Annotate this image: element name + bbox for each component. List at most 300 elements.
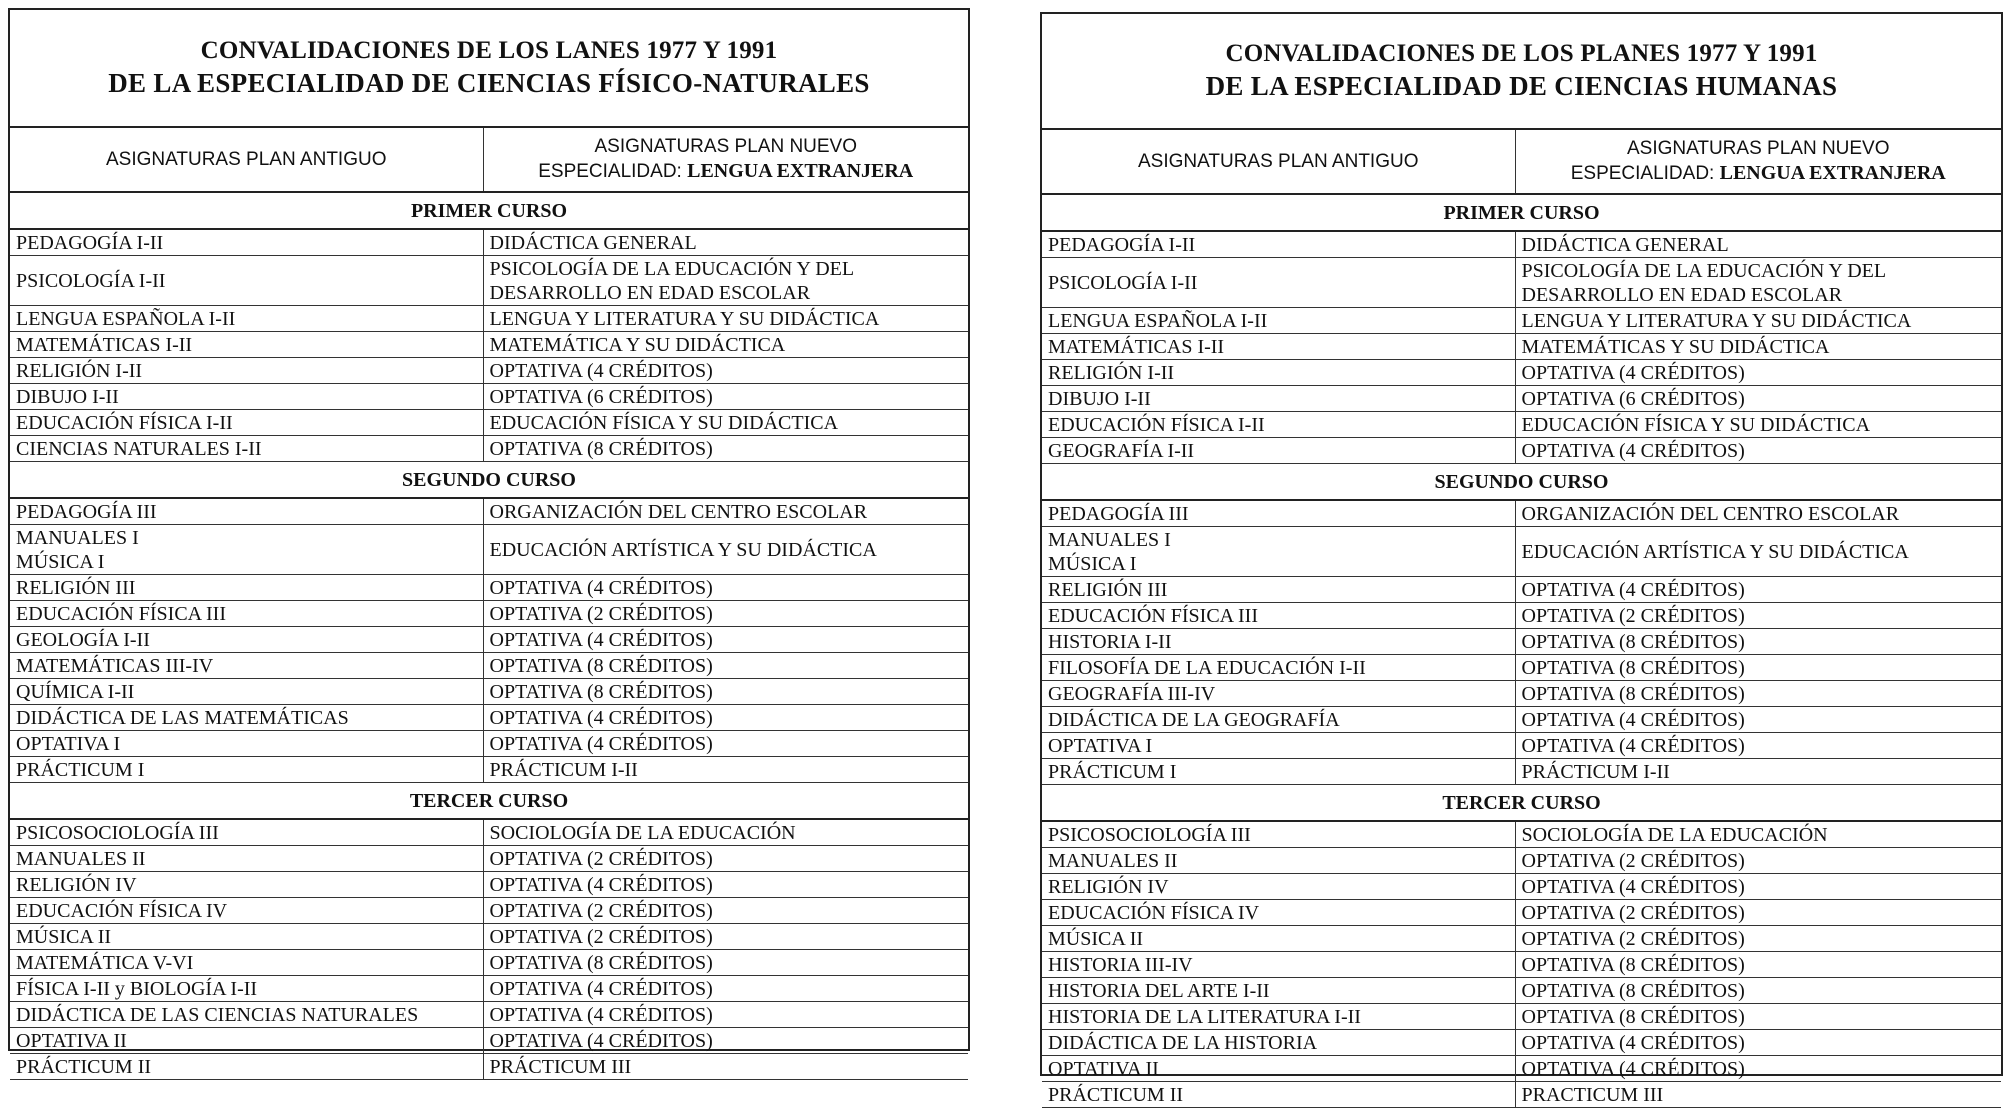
title-line-1: CONVALIDACIONES DE LOS LANES 1977 Y 1991 [200, 37, 778, 64]
new-subject-cell [1515, 655, 2001, 681]
old-subject-cell [10, 358, 483, 384]
new-subject-line: OPTATIVA (2 CRÉDITOS) [1521, 901, 1745, 924]
table-row [10, 924, 968, 950]
old-subject-line: DIBUJO I-II [1048, 387, 1151, 410]
old-subject-cell [10, 846, 483, 872]
new-subject-line: PSICOLOGÍA DE LA EDUCACIÓN Y DEL [1521, 259, 1887, 282]
new-subject-line: OPTATIVA (4 CRÉDITOS) [1521, 1031, 1745, 1054]
old-subject-line: EDUCACIÓN FÍSICA III [1048, 604, 1258, 627]
old-subject-cell [1042, 412, 1515, 438]
old-subject-line: EDUCACIÓN FÍSICA I-II [1048, 413, 1265, 436]
old-subject-line: GEOGRAFÍA III-IV [1048, 682, 1216, 705]
new-subject-cell [483, 410, 968, 436]
table-row [1042, 334, 2001, 360]
table-row [1042, 874, 2001, 900]
old-subject-cell [10, 1002, 483, 1028]
new-subject-line: OPTATIVA (4 CRÉDITOS) [489, 628, 713, 651]
new-subject-line: OPTATIVA (4 CRÉDITOS) [489, 576, 713, 599]
old-subject-cell [10, 757, 483, 783]
old-subject-cell [1042, 821, 1515, 848]
panel-fisico-naturales [8, 8, 970, 1078]
new-subject-line: OPTATIVA (4 CRÉDITOS) [1521, 1057, 1745, 1080]
table-row [10, 1028, 968, 1054]
old-subject-cell [10, 1054, 483, 1080]
table-row [1042, 733, 2001, 759]
new-subject-cell [1515, 707, 2001, 733]
table-row [10, 950, 968, 976]
old-subject-line: OPTATIVA I [1048, 734, 1153, 757]
old-subject-cell [1042, 900, 1515, 926]
new-subject-line: OPTATIVA (6 CRÉDITOS) [489, 385, 713, 408]
old-subject-line: RELIGIÓN I-II [1048, 361, 1175, 384]
new-subject-line: OPTATIVA (8 CRÉDITOS) [1521, 953, 1745, 976]
old-subject-cell [10, 525, 483, 575]
new-subject-cell [483, 332, 968, 358]
section-header-row [10, 462, 968, 499]
new-subject-line: OPTATIVA (2 CRÉDITOS) [489, 899, 713, 922]
column-header-new-line1: ASIGNATURAS PLAN NUEVO [594, 136, 858, 157]
old-subject-cell [10, 898, 483, 924]
new-subject-cell [483, 525, 968, 575]
new-subject-cell [1515, 759, 2001, 785]
old-subject-cell [1042, 603, 1515, 629]
old-subject-line: HISTORIA I-II [1048, 630, 1172, 653]
old-subject-line: MANUALES I [1048, 528, 1171, 551]
old-subject-cell [10, 498, 483, 525]
table-row [1042, 655, 2001, 681]
old-subject-cell [1042, 681, 1515, 707]
old-subject-line: PEDAGOGÍA I-II [16, 231, 164, 254]
section-header-row [10, 192, 968, 229]
new-subject-cell [1515, 1004, 2001, 1030]
old-subject-line: MATEMÁTICAS I-II [16, 333, 193, 356]
table-row [10, 819, 968, 846]
table-row [1042, 308, 2001, 334]
old-subject-cell [10, 653, 483, 679]
new-subject-cell [1515, 1082, 2001, 1108]
new-subject-cell [483, 229, 968, 256]
table-row [1042, 360, 2001, 386]
new-subject-cell [1515, 577, 2001, 603]
new-subject-line: OPTATIVA (4 CRÉDITOS) [489, 1029, 713, 1052]
specialty-prefix: ESPECIALIDAD: [538, 161, 688, 182]
table-row [1042, 258, 2001, 308]
old-subject-line: EDUCACIÓN FÍSICA IV [1048, 901, 1260, 924]
old-subject-cell [1042, 1030, 1515, 1056]
new-subject-line: OPTATIVA (6 CRÉDITOS) [1521, 387, 1745, 410]
table-row [1042, 1004, 2001, 1030]
old-subject-line: MÚSICA I [16, 550, 105, 573]
new-subject-cell [483, 819, 968, 846]
old-subject-cell [1042, 926, 1515, 952]
table-row [10, 256, 968, 306]
table-row [1042, 438, 2001, 464]
old-subject-line: PSICOLOGÍA I-II [16, 269, 166, 292]
table-row [10, 358, 968, 384]
new-subject-line: OPTATIVA (2 CRÉDITOS) [1521, 604, 1745, 627]
new-subject-line: OPTATIVA (8 CRÉDITOS) [1521, 979, 1745, 1002]
old-subject-cell [1042, 874, 1515, 900]
old-subject-cell [10, 627, 483, 653]
column-header-new-line1: ASIGNATURAS PLAN NUEVO [1626, 138, 1890, 159]
old-subject-line: OPTATIVA II [16, 1029, 127, 1052]
new-subject-cell [483, 976, 968, 1002]
new-subject-line: OPTATIVA (8 CRÉDITOS) [1521, 1005, 1745, 1028]
table-row [10, 872, 968, 898]
old-subject-cell [10, 229, 483, 256]
new-subject-line: OPTATIVA (8 CRÉDITOS) [489, 680, 713, 703]
panel-ciencias-humanas [1040, 12, 2003, 1106]
old-subject-line: PEDAGOGÍA III [16, 500, 157, 523]
table-row [10, 1002, 968, 1028]
old-subject-cell [1042, 629, 1515, 655]
old-subject-line: HISTORIA DEL ARTE I-II [1048, 979, 1270, 1002]
table-row [10, 705, 968, 731]
new-subject-line: PRÁCTICUM I-II [1521, 760, 1670, 783]
table-row [10, 384, 968, 410]
old-subject-line: MANUALES I [16, 526, 139, 549]
new-subject-cell [483, 705, 968, 731]
old-subject-line: GEOLOGÍA I-II [16, 628, 150, 651]
old-subject-cell [10, 950, 483, 976]
old-subject-cell [1042, 258, 1515, 308]
new-subject-line: EDUCACIÓN FÍSICA Y SU DIDÁCTICA [1521, 413, 1871, 436]
old-subject-cell [1042, 733, 1515, 759]
table-row [1042, 500, 2001, 527]
table-row [1042, 1056, 2001, 1082]
old-subject-line: DIDÁCTICA DE LA GEOGRAFÍA [1048, 708, 1340, 731]
table-row [1042, 603, 2001, 629]
old-subject-cell [1042, 1082, 1515, 1108]
table-row [10, 498, 968, 525]
new-subject-cell [483, 1054, 968, 1080]
specialty-name: LENGUA EXTRANJERA [687, 160, 914, 182]
new-subject-line: OPTATIVA (4 CRÉDITOS) [1521, 875, 1745, 898]
old-subject-line: MATEMÁTICAS III-IV [16, 654, 214, 677]
new-subject-line: LENGUA Y LITERATURA Y SU DIDÁCTICA [489, 307, 880, 330]
table-row [10, 410, 968, 436]
new-subject-line: OPTATIVA (8 CRÉDITOS) [1521, 682, 1745, 705]
section-title: PRIMER CURSO [1042, 194, 2001, 231]
new-subject-cell [1515, 500, 2001, 527]
new-subject-cell [483, 358, 968, 384]
old-subject-cell [1042, 848, 1515, 874]
old-subject-cell [10, 436, 483, 462]
new-subject-line: OPTATIVA (4 CRÉDITOS) [489, 873, 713, 896]
new-subject-cell [483, 757, 968, 783]
table-row [10, 653, 968, 679]
new-subject-line: OPTATIVA (2 CRÉDITOS) [489, 925, 713, 948]
old-subject-cell [10, 575, 483, 601]
new-subject-cell [1515, 412, 2001, 438]
new-subject-line: OPTATIVA (8 CRÉDITOS) [1521, 630, 1745, 653]
old-subject-line: PRÁCTICUM II [16, 1055, 152, 1078]
table-row [1042, 848, 2001, 874]
column-header-new-line2 [490, 159, 963, 184]
table-row [1042, 231, 2001, 258]
new-subject-cell [1515, 231, 2001, 258]
old-subject-cell [10, 872, 483, 898]
new-subject-line: MATEMÁTICA Y SU DIDÁCTICA [489, 333, 786, 356]
specialty-name: LENGUA EXTRANJERA [1719, 162, 1946, 184]
new-subject-line: SOCIOLOGÍA DE LA EDUCACIÓN [489, 821, 796, 844]
new-subject-line: OPTATIVA (2 CRÉDITOS) [489, 602, 713, 625]
table-row [10, 757, 968, 783]
new-subject-line: OPTATIVA (8 CRÉDITOS) [1521, 656, 1745, 679]
panel-title [1042, 14, 2001, 130]
table-row [1042, 821, 2001, 848]
old-subject-line: DIDÁCTICA DE LAS CIENCIAS NATURALES [16, 1003, 419, 1026]
new-subject-line: ORGANIZACIÓN DEL CENTRO ESCOLAR [489, 500, 868, 523]
new-subject-line: EDUCACIÓN ARTÍSTICA Y SU DIDÁCTICA [489, 538, 877, 561]
old-subject-line: PSICOLOGÍA I-II [1048, 271, 1198, 294]
old-subject-line: MÚSICA I [1048, 552, 1137, 575]
old-subject-line: MÚSICA II [16, 925, 112, 948]
table-row [10, 627, 968, 653]
new-subject-cell [1515, 821, 2001, 848]
new-subject-line: OPTATIVA (8 CRÉDITOS) [489, 654, 713, 677]
section-header-row [1042, 194, 2001, 231]
old-subject-line: RELIGIÓN IV [16, 873, 137, 896]
table-row [1042, 900, 2001, 926]
new-subject-cell [483, 872, 968, 898]
old-subject-line: OPTATIVA I [16, 732, 121, 755]
column-header-new-line2 [1522, 161, 1996, 186]
table-row [1042, 952, 2001, 978]
old-subject-cell [1042, 952, 1515, 978]
old-subject-cell [1042, 978, 1515, 1004]
new-subject-cell [483, 436, 968, 462]
old-subject-cell [1042, 231, 1515, 258]
table-row [1042, 527, 2001, 577]
table-row [1042, 629, 2001, 655]
old-subject-line: QUÍMICA I-II [16, 680, 135, 703]
new-subject-cell [483, 679, 968, 705]
specialty-prefix: ESPECIALIDAD: [1570, 163, 1720, 184]
old-subject-line: CIENCIAS NATURALES I-II [16, 437, 262, 460]
old-subject-line: RELIGIÓN IV [1048, 875, 1169, 898]
table-row [1042, 1030, 2001, 1056]
new-subject-line: PSICOLOGÍA DE LA EDUCACIÓN Y DEL [489, 257, 855, 280]
table-row [10, 601, 968, 627]
old-subject-line: RELIGIÓN III [1048, 578, 1168, 601]
old-subject-cell [10, 332, 483, 358]
new-subject-line: OPTATIVA (8 CRÉDITOS) [489, 437, 713, 460]
old-subject-cell [1042, 360, 1515, 386]
new-subject-cell [1515, 629, 2001, 655]
column-header-row [1042, 130, 2001, 194]
table-row [10, 306, 968, 332]
old-subject-cell [1042, 1056, 1515, 1082]
table-row [1042, 926, 2001, 952]
new-subject-cell [1515, 978, 2001, 1004]
old-subject-cell [1042, 527, 1515, 577]
new-subject-cell [483, 731, 968, 757]
section-header-row [10, 783, 968, 820]
new-subject-cell [483, 924, 968, 950]
old-subject-line: EDUCACIÓN FÍSICA III [16, 602, 226, 625]
title-line-1: CONVALIDACIONES DE LOS PLANES 1977 Y 1991 [1225, 40, 1818, 67]
section-header-row [1042, 464, 2001, 501]
old-subject-cell [10, 679, 483, 705]
old-subject-line: HISTORIA DE LA LITERATURA I-II [1048, 1005, 1361, 1028]
old-subject-line: RELIGIÓN III [16, 576, 136, 599]
new-subject-cell [1515, 360, 2001, 386]
new-subject-line: OPTATIVA (4 CRÉDITOS) [489, 359, 713, 382]
old-subject-cell [10, 306, 483, 332]
new-subject-line: DIDÁCTICA GENERAL [1521, 233, 1729, 256]
table-row [1042, 386, 2001, 412]
old-subject-line: DIBUJO I-II [16, 385, 119, 408]
title-line-2: DE LA ESPECIALIDAD DE CIENCIAS FÍSICO-NATURALES [108, 68, 870, 98]
section-title: TERCER CURSO [1042, 785, 2001, 822]
new-subject-cell [1515, 733, 2001, 759]
column-header-new-plan [483, 128, 968, 192]
old-subject-line: FÍSICA I-II y BIOLOGÍA I-II [16, 977, 258, 1000]
new-subject-cell [483, 256, 968, 306]
old-subject-line: DIDÁCTICA DE LAS MATEMÁTICAS [16, 706, 349, 729]
section-title: SEGUNDO CURSO [10, 462, 968, 499]
old-subject-line: RELIGIÓN I-II [16, 359, 143, 382]
new-subject-line: MATEMÁTICAS Y SU DIDÁCTICA [1521, 335, 1830, 358]
old-subject-line: PEDAGOGÍA I-II [1048, 233, 1196, 256]
old-subject-line: MANUALES II [16, 847, 146, 870]
new-subject-cell [1515, 308, 2001, 334]
table-row [10, 976, 968, 1002]
old-subject-cell [1042, 655, 1515, 681]
old-subject-line: EDUCACIÓN FÍSICA I-II [16, 411, 233, 434]
column-header-old-plan: ASIGNATURAS PLAN ANTIGUO [1042, 130, 1515, 194]
old-subject-line: PSICOSOCIOLOGÍA III [16, 821, 219, 844]
title-line-2: DE LA ESPECIALIDAD DE CIENCIAS HUMANAS [1205, 71, 1838, 101]
table-row [1042, 412, 2001, 438]
column-header-row [10, 128, 968, 192]
new-subject-line: OPTATIVA (8 CRÉDITOS) [489, 951, 713, 974]
section-title: TERCER CURSO [10, 783, 968, 820]
new-subject-cell [483, 306, 968, 332]
old-subject-cell [10, 384, 483, 410]
new-subject-cell [1515, 900, 2001, 926]
new-subject-cell [1515, 386, 2001, 412]
new-subject-cell [1515, 1030, 2001, 1056]
old-subject-cell [10, 601, 483, 627]
section-title: SEGUNDO CURSO [1042, 464, 2001, 501]
old-subject-line: MATEMÁTICA V-VI [16, 951, 194, 974]
old-subject-cell [1042, 500, 1515, 527]
table-row [10, 229, 968, 256]
new-subject-cell [1515, 334, 2001, 360]
new-subject-cell [483, 846, 968, 872]
new-subject-line: OPTATIVA (4 CRÉDITOS) [489, 732, 713, 755]
old-subject-cell [1042, 1004, 1515, 1030]
new-subject-line: OPTATIVA (4 CRÉDITOS) [1521, 439, 1745, 462]
new-subject-cell [1515, 1056, 2001, 1082]
old-subject-cell [10, 705, 483, 731]
new-subject-cell [483, 950, 968, 976]
old-subject-line: PSICOSOCIOLOGÍA III [1048, 823, 1251, 846]
convalidation-table [1042, 130, 2001, 1108]
new-subject-cell [483, 898, 968, 924]
old-subject-cell [10, 256, 483, 306]
new-subject-line: OPTATIVA (2 CRÉDITOS) [489, 847, 713, 870]
old-subject-line: PRÁCTICUM I [16, 758, 145, 781]
old-subject-line: EDUCACIÓN FÍSICA IV [16, 899, 228, 922]
new-subject-line: PRÁCTICUM III [489, 1055, 632, 1078]
old-subject-cell [1042, 438, 1515, 464]
new-subject-cell [1515, 952, 2001, 978]
old-subject-cell [10, 410, 483, 436]
convalidation-table [10, 128, 968, 1080]
table-row [10, 731, 968, 757]
new-subject-line: OPTATIVA (2 CRÉDITOS) [1521, 849, 1745, 872]
panel-title [10, 10, 968, 128]
new-subject-cell [1515, 603, 2001, 629]
table-row [10, 846, 968, 872]
table-row [1042, 681, 2001, 707]
old-subject-cell [1042, 308, 1515, 334]
table-row [10, 436, 968, 462]
table-row [10, 898, 968, 924]
table-row [10, 525, 968, 575]
table-row [1042, 978, 2001, 1004]
new-subject-line: OPTATIVA (4 CRÉDITOS) [489, 706, 713, 729]
new-subject-line: ORGANIZACIÓN DEL CENTRO ESCOLAR [1521, 502, 1900, 525]
new-subject-line: SOCIOLOGÍA DE LA EDUCACIÓN [1521, 823, 1828, 846]
old-subject-cell [10, 1028, 483, 1054]
section-title: PRIMER CURSO [10, 192, 968, 229]
old-subject-line: FILOSOFÍA DE LA EDUCACIÓN I-II [1048, 656, 1366, 679]
new-subject-cell [483, 1002, 968, 1028]
new-subject-cell [483, 1028, 968, 1054]
old-subject-cell [10, 731, 483, 757]
old-subject-line: OPTATIVA II [1048, 1057, 1159, 1080]
old-subject-cell [1042, 386, 1515, 412]
new-subject-cell [1515, 681, 2001, 707]
old-subject-line: LENGUA ESPAÑOLA I-II [1048, 309, 1268, 332]
old-subject-line: MATEMÁTICAS I-II [1048, 335, 1225, 358]
new-subject-cell [1515, 874, 2001, 900]
new-subject-line: OPTATIVA (2 CRÉDITOS) [1521, 927, 1745, 950]
table-row [1042, 577, 2001, 603]
old-subject-line: PRÁCTICUM I [1048, 760, 1177, 783]
new-subject-line: OPTATIVA (4 CRÉDITOS) [1521, 361, 1745, 384]
new-subject-line: EDUCACIÓN FÍSICA Y SU DIDÁCTICA [489, 411, 839, 434]
new-subject-line: DESARROLLO EN EDAD ESCOLAR [1521, 283, 1843, 306]
new-subject-line: LENGUA Y LITERATURA Y SU DIDÁCTICA [1521, 309, 1912, 332]
new-subject-line: PRÁCTICUM I-II [489, 758, 638, 781]
new-subject-line: EDUCACIÓN ARTÍSTICA Y SU DIDÁCTICA [1521, 540, 1909, 563]
new-subject-cell [483, 601, 968, 627]
old-subject-cell [10, 976, 483, 1002]
old-subject-line: PRÁCTICUM II [1048, 1083, 1184, 1106]
new-subject-line: OPTATIVA (4 CRÉDITOS) [489, 977, 713, 1000]
table-row [1042, 707, 2001, 733]
old-subject-line: DIDÁCTICA DE LA HISTORIA [1048, 1031, 1318, 1054]
new-subject-cell [1515, 926, 2001, 952]
table-row [10, 1054, 968, 1080]
table-row [10, 332, 968, 358]
table-row [1042, 759, 2001, 785]
old-subject-cell [1042, 759, 1515, 785]
table-row [10, 575, 968, 601]
old-subject-line: MÚSICA II [1048, 927, 1144, 950]
new-subject-cell [1515, 438, 2001, 464]
new-subject-line: PRACTICUM III [1521, 1083, 1664, 1106]
old-subject-line: MANUALES II [1048, 849, 1178, 872]
new-subject-line: OPTATIVA (4 CRÉDITOS) [1521, 734, 1745, 757]
new-subject-cell [1515, 848, 2001, 874]
new-subject-cell [483, 498, 968, 525]
